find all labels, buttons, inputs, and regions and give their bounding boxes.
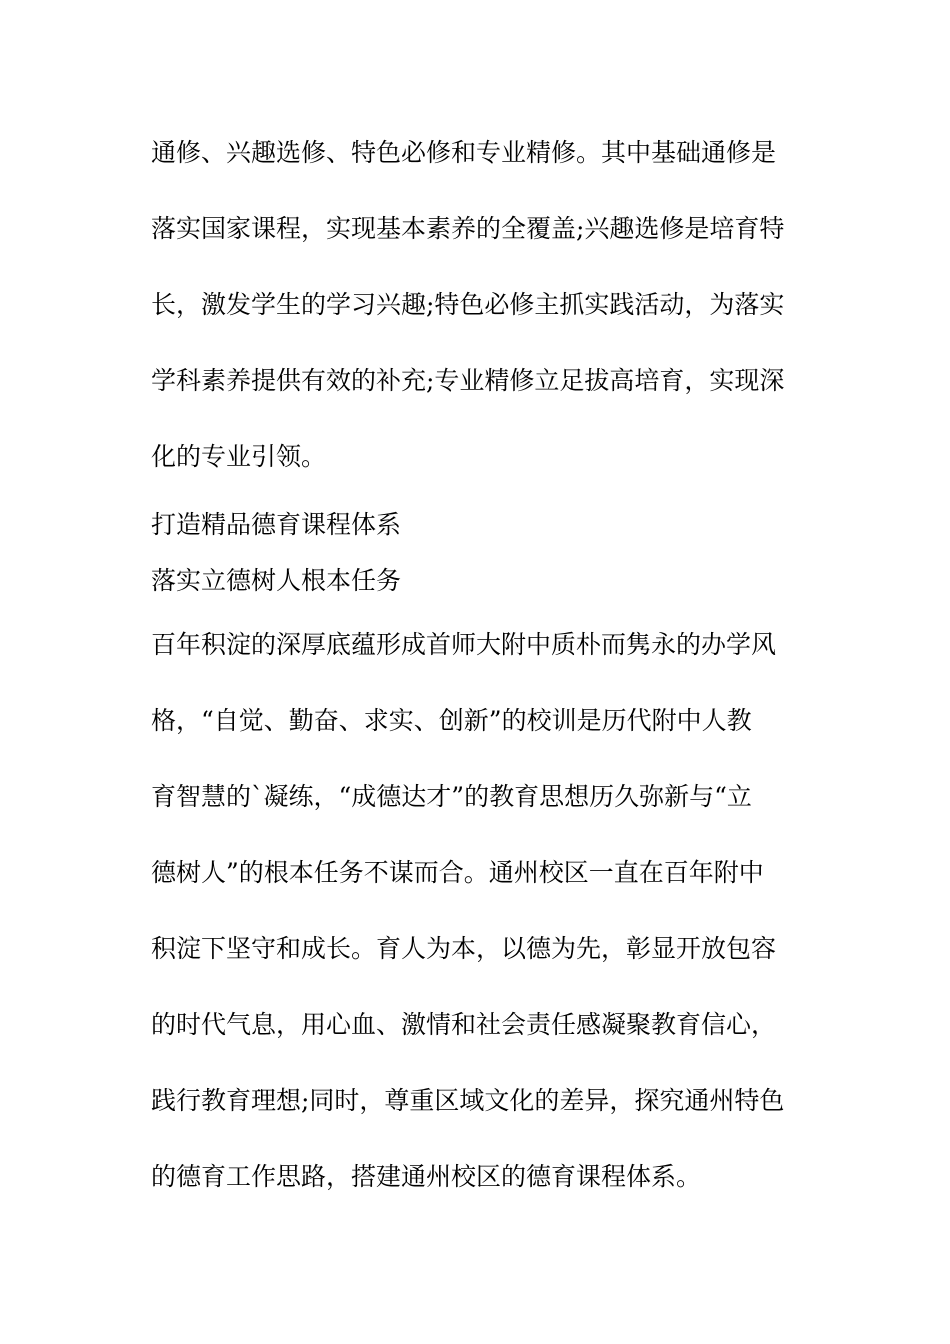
paragraph-1-line-4: 学科素养提供有效的补充;专业精修立足拔高培育，实现深 (151, 366, 785, 395)
paragraph-2-line-2: 格，“自觉、勤奋、求实、创新”的校训是历代附中人教 (151, 706, 752, 735)
section-heading-moral-curriculum: 打造精品德育课程体系 (151, 510, 402, 539)
paragraph-2-line-6: 的时代气息，用心血、激情和社会责任感凝聚教育信心， (151, 1010, 777, 1039)
paragraph-2-line-1: 百年积淀的深厚底蕴形成首师大附中质朴而隽永的办学风 (151, 630, 777, 659)
paragraph-2-line-5: 积淀下坚守和成长。育人为本，以德为先，彰显开放包容 (151, 934, 777, 963)
paragraph-1-line-2: 落实国家课程，实现基本素养的全覆盖;兴趣选修是培育特 (151, 214, 785, 243)
paragraph-2-line-3: 育智慧的`凝练，“成德达才”的教育思想历久弥新与“立 (151, 782, 752, 811)
paragraph-2-line-7: 践行教育理想;同时，尊重区域文化的差异，探究通州特色 (151, 1086, 785, 1115)
paragraph-1-line-3: 长，激发学生的学习兴趣;特色必修主抓实践活动，为落实 (151, 290, 785, 319)
section-heading-moral-task: 落实立德树人根本任务 (151, 566, 402, 595)
paragraph-2-line-8: 的德育工作思路，搭建通州校区的德育课程体系。 (151, 1162, 702, 1191)
paragraph-1-line-1: 通修、兴趣选修、特色必修和专业精修。其中基础通修是 (151, 138, 777, 167)
paragraph-2-line-4: 德树人”的根本任务不谋而合。通州校区一直在百年附中 (151, 858, 764, 887)
paragraph-1-line-5: 化的专业引领。 (151, 442, 327, 471)
document-body (151, 123, 811, 1223)
